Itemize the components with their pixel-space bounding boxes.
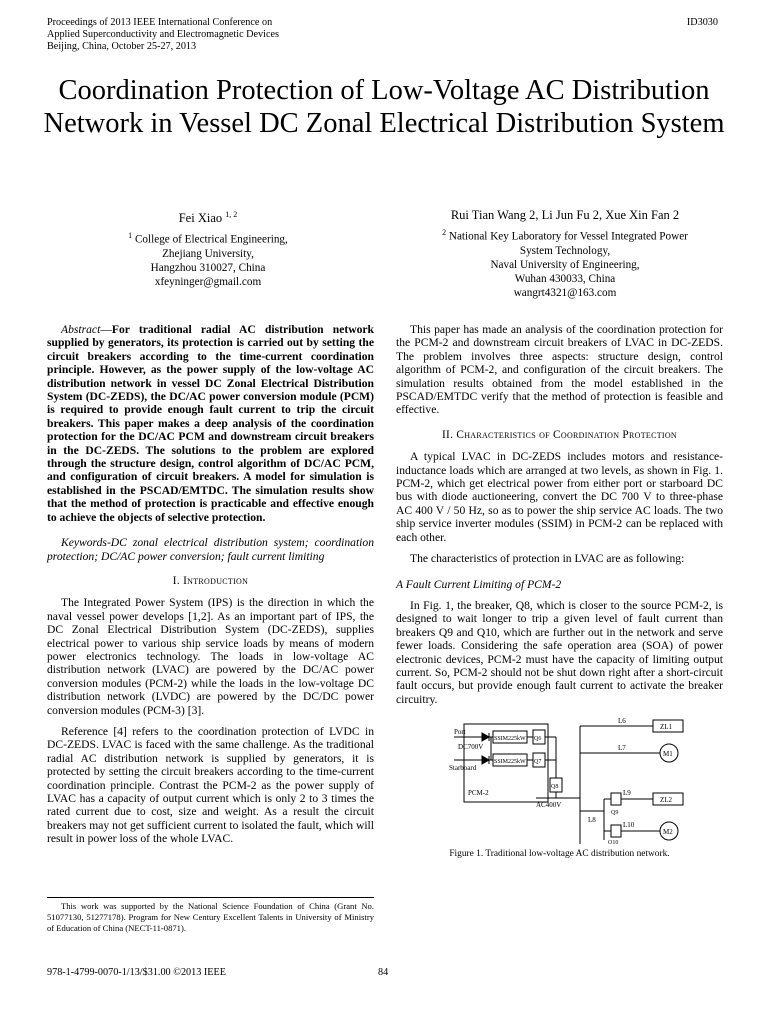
paragraph: The characteristics of protection in LVAC are as following: — [410, 552, 685, 566]
affiliation-line: System Technology, — [519, 244, 611, 257]
label-starboard: Starboard — [449, 764, 477, 773]
breaker-q9 — [611, 793, 621, 805]
conference-header — [47, 17, 279, 53]
footnote-divider — [47, 897, 374, 898]
label-m2: M2 — [663, 828, 673, 837]
author-superscript: 1, 2 — [225, 210, 238, 219]
author-block-1 — [60, 206, 356, 289]
left-column — [47, 323, 374, 846]
affiliation-line: Naval University of Engineering, — [490, 258, 640, 271]
figure-1-diagram — [396, 716, 723, 844]
label-ssim-1: SSIM225kW — [494, 736, 526, 743]
diode-icon — [482, 733, 489, 741]
label-q9: Q9 — [611, 810, 619, 817]
subsection-heading-fault-current: A Fault Current Limiting of PCM-2 — [396, 577, 562, 591]
conference-line: Applied Superconductivity and Electromagnetic Devices — [47, 29, 279, 40]
label-q7: Q7 — [534, 759, 542, 766]
conference-line: Proceedings of 2013 IEEE International Conference on — [47, 17, 273, 28]
label-m1: M1 — [663, 750, 673, 759]
label-q8: Q8 — [551, 784, 559, 791]
label-l8: L8 — [588, 816, 596, 825]
breaker-q10 — [611, 825, 621, 837]
diode-icon — [482, 756, 489, 764]
affiliation-superscript: 1 — [128, 231, 133, 241]
affiliation-line: Hangzhou 310027, China — [150, 261, 266, 274]
label-q10: Q10 — [608, 840, 619, 845]
right-column — [396, 323, 723, 862]
affiliation-line: National Key Laboratory for Vessel Integrated Power — [448, 230, 688, 243]
section-heading-characteristics: II. Characteristics of Coordination Protection — [441, 428, 678, 441]
page-number: 84 — [378, 967, 389, 978]
affiliation-superscript: 2 — [442, 228, 447, 237]
abstract-label: Abstract — [61, 323, 101, 336]
author-block-2 — [400, 206, 730, 300]
paper-id: ID3030 — [686, 17, 718, 28]
paragraph: In Fig. 1, the breaker, Q8, which is closer to the source PCM-2, is designed to wait longer to trip a given level of fault current than breakers Q9 and Q10, which are further out in the network and serve fewer loads. Considering the safe operation area (SOA) of power electronic devices, PCM-2 must have the capacity of limiting output current. So, PCM-2 should not be shut down right after a short-circuit fault occurs, but provide enough fault current to activate the breaker circuitry. — [396, 598, 723, 706]
conference-line: Beijing, China, October 25-27, 2013 — [47, 41, 197, 52]
issn-line: 978-1-4799-0070-1/13/$31.00 ©2013 IEEE — [47, 967, 226, 978]
section-heading-introduction: I. Introduction — [172, 574, 249, 587]
label-q6: Q6 — [534, 736, 542, 743]
label-dc700v: DC700V — [458, 743, 484, 752]
author-email: xfeyninger@gmail.com — [154, 275, 262, 288]
label-ssim-2: SSIM225kW — [494, 759, 526, 766]
footnote: This work was supported by the National Science Foundation of China (Grant No. 51077130, 51277178). Program for New Century Excellent Talents in University of Ministry of Education of China (NECT-11-0871). — [47, 901, 374, 933]
label-zl2: ZL2 — [660, 796, 673, 805]
keywords: Keywords-DC zonal electrical distribution system; coordination protection; DC/AC power conversion; fault current limiting — [47, 536, 374, 563]
paragraph: This paper has made an analysis of the coordination protection for the PCM-2 and downstream circuit breakers of LVAC in DC-ZEDS. The problem involves three aspects: structure design, control algorithm of PCM-2, and configuration of the circuit breakers. The simulation results obtained from the model established in the PSCAD/EMTDC verify that the method of protection is feasible and effective. — [396, 323, 723, 417]
paragraph: A typical LVAC in DC-ZEDS includes motors and resistance-inductance loads which are arranged at two levels, as shown in Fig. 1. PCM-2, which get electrical power from either port or starboard DC bus with diode auctioneering, convert the DC 700 V to three-phase AC 400 V / 50 Hz, so as to power the ship service AC loads. The two ship service inverter modules (SSIM) in PCM-2 can be replaced with each other. — [396, 450, 723, 544]
paper-title: Coordination Protection of Low-Voltage AC Distribution Network in Vessel DC Zonal Electrical Distribution System — [43, 75, 725, 139]
label-l6: L6 — [618, 717, 626, 726]
label-zl1: ZL1 — [660, 723, 673, 732]
figure-caption: Figure 1. Traditional low-voltage AC distribution network. — [449, 849, 670, 860]
label-l9: L9 — [623, 789, 631, 798]
affiliation-line: Wuhan 430033, China — [514, 272, 616, 285]
affiliation-line: College of Electrical Engineering, — [134, 233, 288, 246]
label-l7: L7 — [618, 744, 626, 753]
author-names: Rui Tian Wang 2, Li Jun Fu 2, Xue Xin Fan 2 — [450, 208, 680, 222]
label-pcm2: PCM-2 — [468, 789, 489, 798]
author-name: Fei Xiao — [178, 211, 223, 226]
label-port: Port — [454, 728, 466, 737]
label-ac400v: AC400V — [536, 801, 562, 810]
affiliation-line: Zhejiang University, — [162, 247, 254, 260]
paragraph: The Integrated Power System (IPS) is the direction in which the naval vessel power develops [1,2]. As an important part of IPS, the DC Zonal Electrical Distribution System (DC-ZEDS), supplies electrical power to various ship service loads by means of modern power electronics technology. The loads in low-voltage AC distribution network (LVAC) are powered by the DC/AC power conversion modules (PCM-2) while the loads in the low-voltage DC distribution network (LVDC) are powered by the DC/DC power conversion modules (PCM-3) [3]. — [47, 596, 374, 717]
abstract — [47, 323, 374, 524]
paragraph: Reference [4] refers to the coordination protection of LVDC in DC-ZEDS. LVAC is faced with the same challenge. As the traditional radial AC distribution network is supplied by generators, it is protected by setting the circuit breakers according to the time-current coordination principle. Contrast the PCM-2 as the power supply of LVAC has a capacity of output current which is only 2 to 3 times the rated current due to cost, size and weight. As a result the circuit breakers may not get sufficient current to isolated the fault, which will result in power loss of the whole LVAC. — [47, 724, 374, 846]
label-l10: L10 — [623, 821, 635, 830]
abstract-text: For traditional radial AC distribution network supplied by generators, its protection is carried out by setting the circuit breakers according to the time-current coordination principle. However, as the power supply of the low-voltage AC distribution network in vessel DC Zonal Electrical Distribution System (DC-ZEDS), the DC/AC power conversion module (PCM) is required to provide enough fault current to trip the circuit breakers. This paper makes a deep analysis of the coordination protection for the DC/AC PCM and downstream circuit breakers in the DC-ZEDS. The solutions to the problem are explored through the structure design, control algorithm of DC/AC PCM, and configuration of circuit breakers. A model for simulation is established in the PSCAD/EMTDC. The simulation results show that the method of protection is practicable and effective enough to achieve the objects of selective protection. — [47, 323, 374, 524]
author-email: wangrt4321@163.com — [513, 286, 617, 299]
abstract-dash: — — [100, 323, 112, 336]
